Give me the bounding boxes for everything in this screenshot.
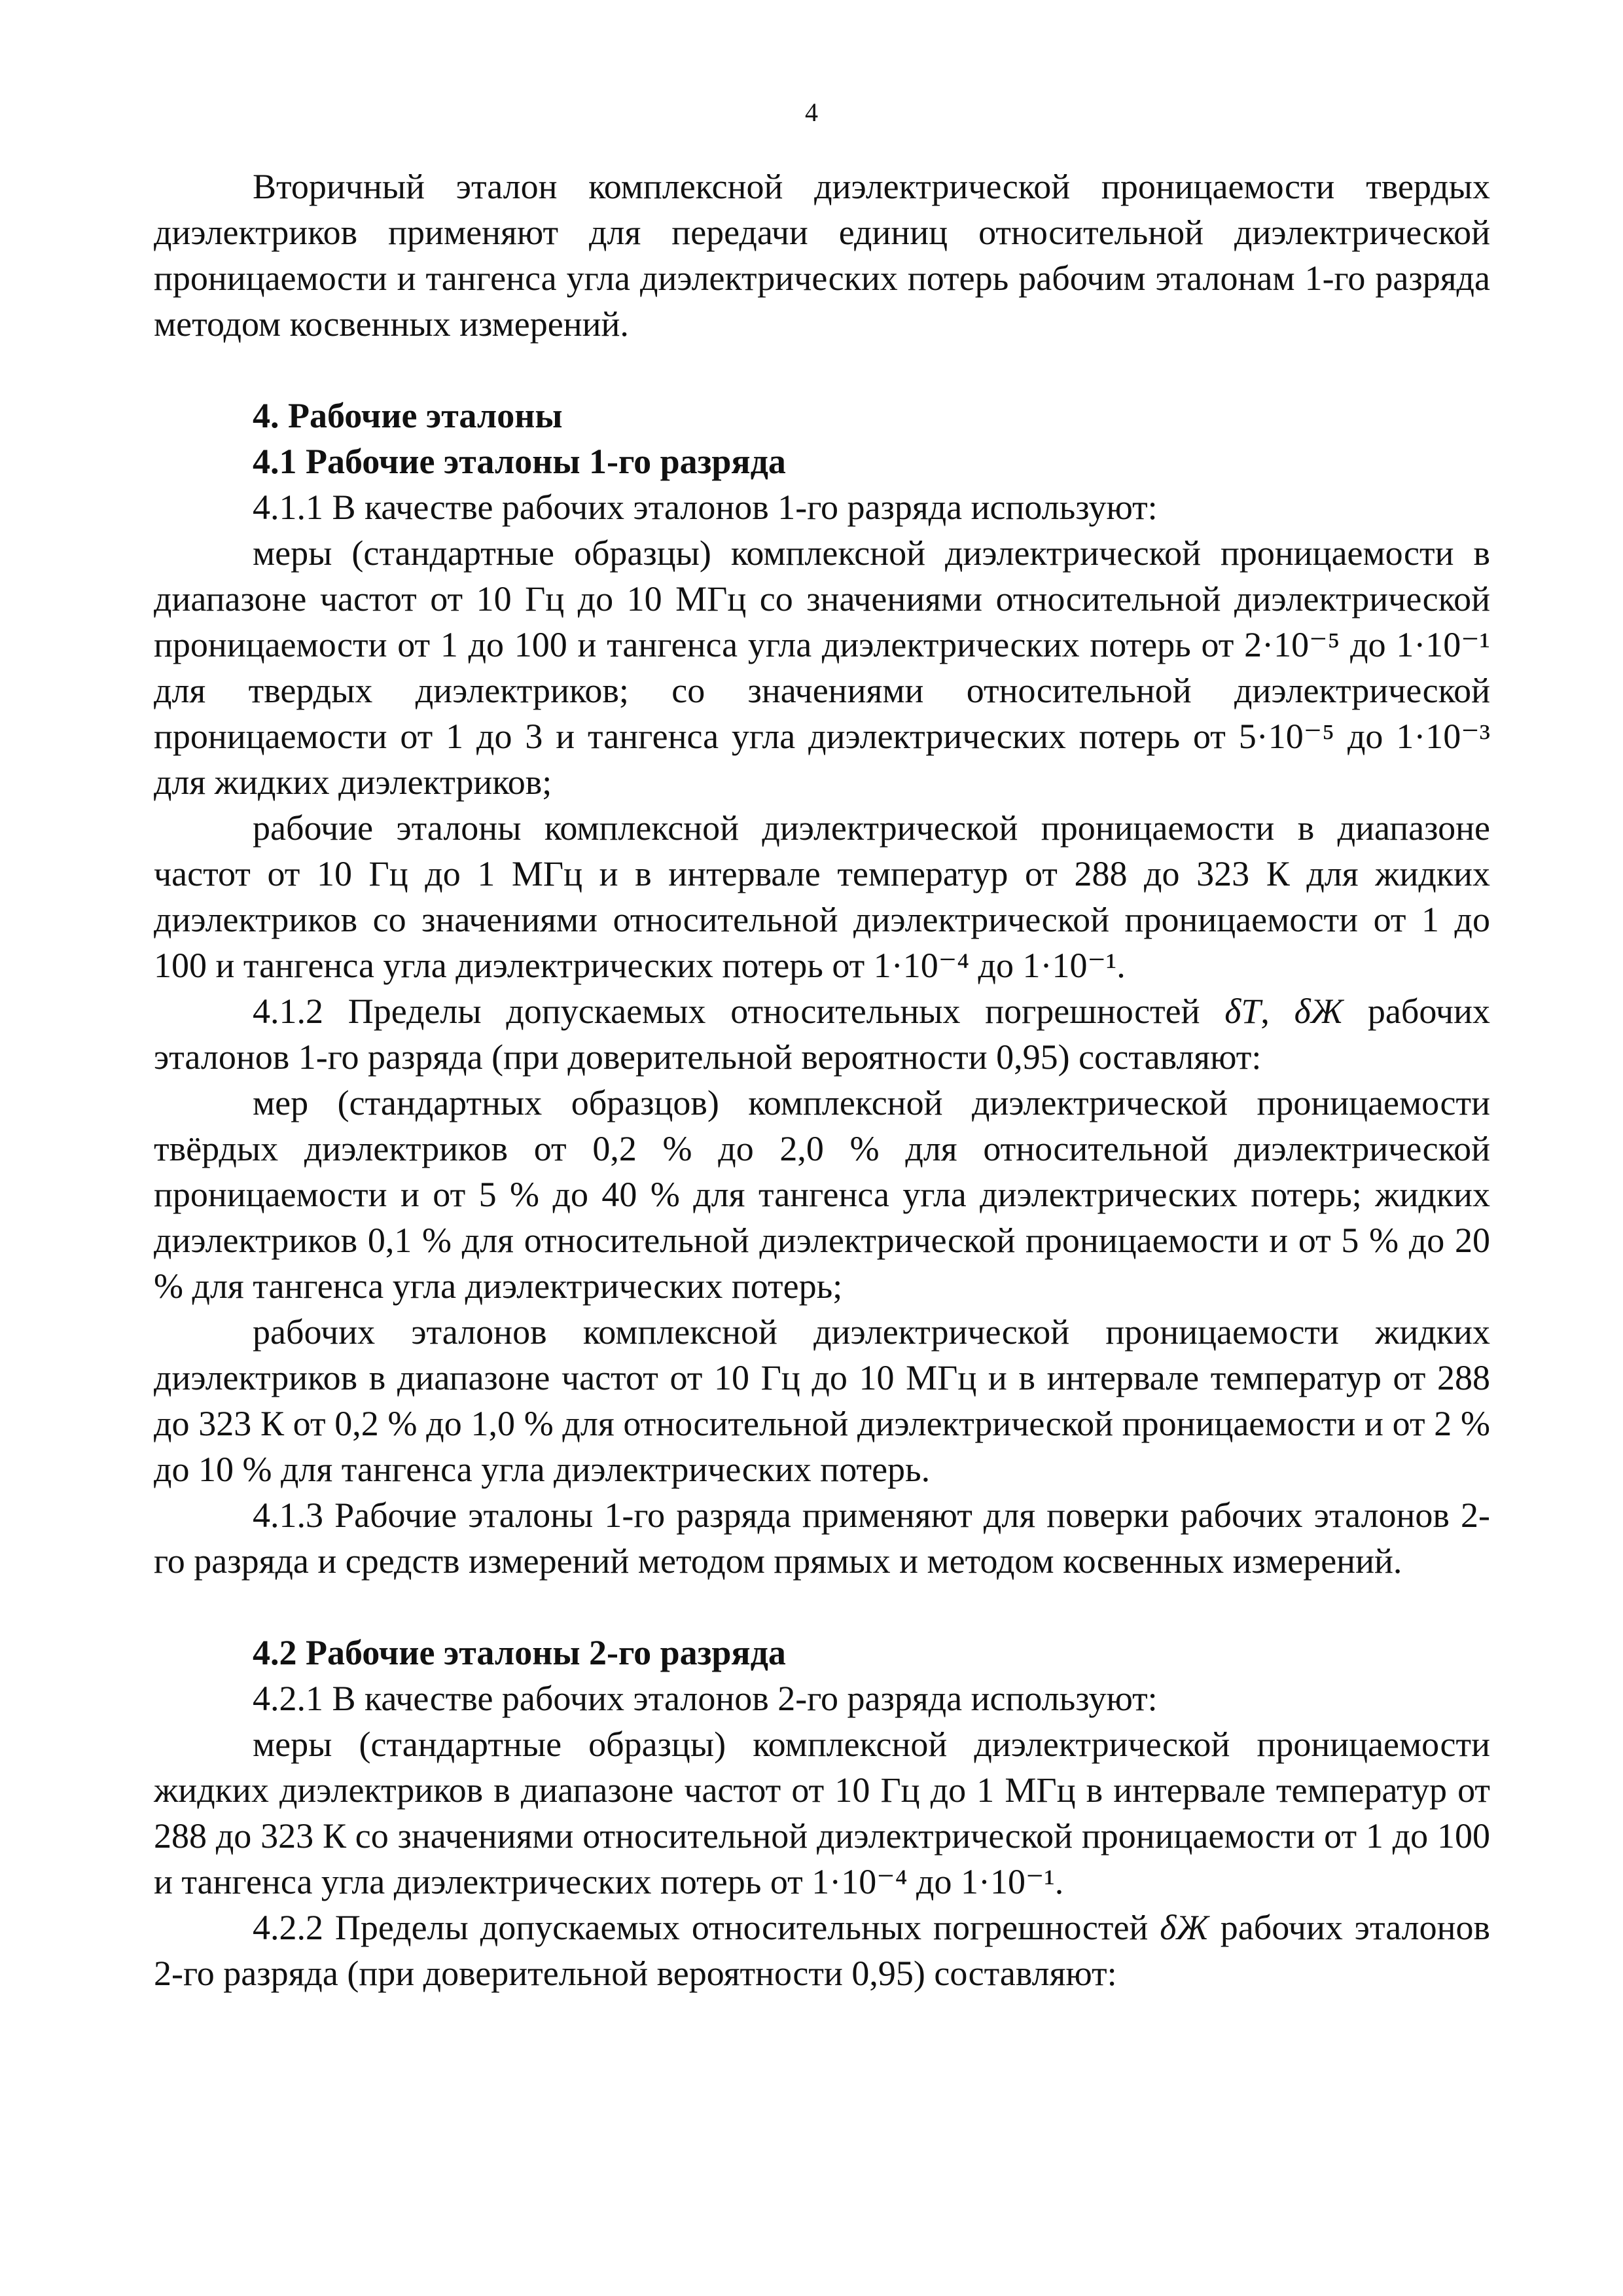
clause-4-1-1-working-standards: рабочие эталоны комплексной диэлектрической проницаемости в диапазоне частот от 10 Гц до 1 МГц и в интервале температур от 288 до 323 К для жидких диэлектриков со значениями относительной диэлектрической проницаемости от 1 до 100 и тангенса угла диэлектрических потерь от 1·10⁻⁴ до 1·10⁻¹. — [154, 808, 1490, 985]
page-content — [154, 164, 1490, 1996]
delta-zh-symbol: δЖ — [1160, 1908, 1209, 1947]
clause-4-1-2-text-start: 4.1.2 Пределы допускаемых относительных погрешностей — [253, 992, 1225, 1031]
clause-4-1-2-working-standards: рабочих эталонов комплексной диэлектрической проницаемости жидких диэлектриков в диапазоне частот от 10 Гц до 10 МГц и в интервале температур от 288 до 323 К от 0,2 % до 1,0 % для относительной диэлектрической проницаемости и от 2 % до 10 % для тангенса угла диэлектрических потерь. — [154, 1312, 1490, 1489]
clause-4-1-2 — [154, 988, 1490, 1080]
clause-4-1-1-measures: меры (стандартные образцы) комплексной диэлектрической проницаемости в диапазоне частот от 10 Гц до 10 МГц со значениями относительной диэлектрической проницаемости от 1 до 100 и тангенса угла диэлектрических потерь от 2·10⁻⁵ до 1·10⁻¹ для твердых диэлектриков; со значениями относительной диэлектрической проницаемости от 1 до 3 и тангенса угла диэлектрических потерь от 5·10⁻⁵ до 1·10⁻³ для жидких диэлектриков; — [154, 533, 1490, 802]
clause-4-1-2-measures: мер (стандартных образцов) комплексной диэлектрической проницаемости твёрдых диэлектриков от 0,2 % до 2,0 % для относительной диэлектрической проницаемости и от 5 % до 40 % для тангенса угла диэлектрических потерь; жидких диэлектриков 0,1 % для относительной диэлектрической проницаемости и от 5 % до 20 % для тангенса угла диэлектрических потерь; — [154, 1083, 1490, 1306]
section-4-heading: 4. Рабочие эталоны — [253, 396, 563, 435]
clause-4-1-3: 4.1.3 Рабочие эталоны 1-го разряда применяют для поверки рабочих эталонов 2-го разряда и средств измерений методом прямых и методом косвенных измерений. — [154, 1496, 1490, 1581]
clause-4-2-2 — [154, 1905, 1490, 1996]
delta-t-symbol: δT — [1224, 992, 1261, 1031]
intro-paragraph: Вторичный эталон комплексной диэлектрической проницаемости твердых диэлектриков применяют для передачи единиц относительной диэлектрической проницаемости и тангенса угла диэлектрических потерь рабочим эталонам 1-го разряда методом косвенных измерений. — [154, 167, 1490, 344]
clause-4-1-1: 4.1.1 В качестве рабочих эталонов 1-го разряда используют: — [253, 488, 1158, 527]
spacer — [154, 347, 1490, 393]
clause-4-2-1-measures: меры (стандартные образцы) комплексной диэлектрической проницаемости жидких диэлектриков в диапазоне частот от 10 Гц до 1 МГц в интервале температур от 288 до 323 К со значениями относительной диэлектрической проницаемости от 1 до 100 и тангенса угла диэлектрических потерь от 1·10⁻⁴ до 1·10⁻¹. — [154, 1725, 1490, 1901]
clause-4-2-1: 4.2.1 В качестве рабочих эталонов 2-го разряда используют: — [253, 1679, 1158, 1718]
clause-4-1-2-text-end: рабочих эталонов 1-го разряда (при доверительной вероятности 0,95) составляют: — [154, 992, 1490, 1077]
page-number: 4 — [805, 98, 818, 127]
section-4-2-heading: 4.2 Рабочие эталоны 2-го разряда — [253, 1633, 786, 1672]
section-4-1-heading: 4.1 Рабочие эталоны 1-го разряда — [253, 442, 786, 481]
clause-4-1-2-comma: , — [1260, 992, 1294, 1031]
clause-4-2-2-text-end: рабочих эталонов 2-го разряда (при доверительной вероятности 0,95) составляют: — [154, 1908, 1490, 1993]
delta-zh-symbol: δЖ — [1294, 992, 1344, 1031]
clause-4-2-2-text-start: 4.2.2 Пределы допускаемых относительных погрешностей — [253, 1908, 1160, 1947]
spacer — [154, 1584, 1490, 1630]
